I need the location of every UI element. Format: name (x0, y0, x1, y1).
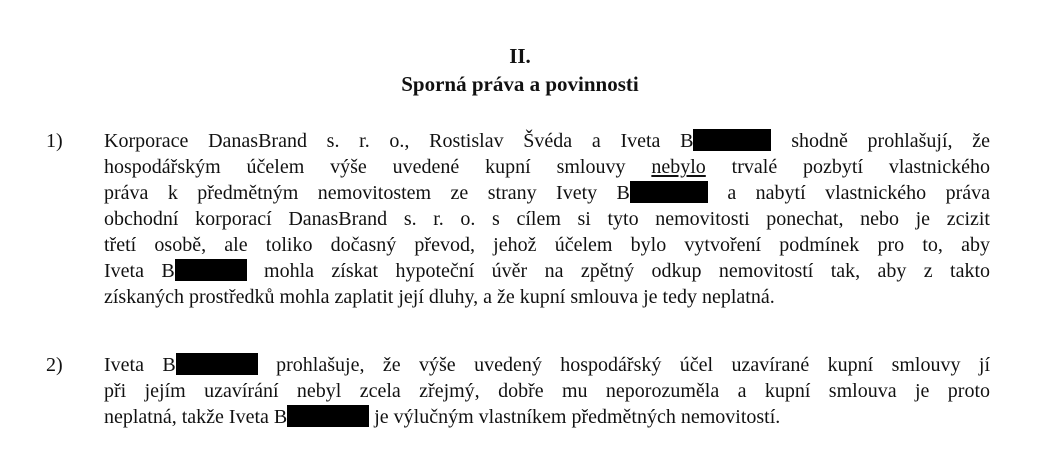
item-1-line-5: třetí osobě, ale toliko dočasný převod, jehož účelem bylo vytvoření podmínek pro to, aby (104, 234, 990, 256)
item-1-line-3 (104, 180, 990, 206)
item-2-line-3 (104, 404, 990, 430)
item-2-line-2: při jejím uzavírání nebyl zcela zřejmý, dobře mu neporozuměla a kupní smlouva je proto (104, 380, 990, 402)
redaction-block (693, 129, 771, 151)
item-1-line-6-text-a: Iveta B (104, 260, 175, 282)
item-1-line-3-text-b: a nabytí vlastnického práva (707, 182, 990, 204)
section-title: Sporná práva a povinnosti (401, 72, 639, 96)
item-1-line-2-text-a: hospodářským účelem výše uvedené kupní smlouvy (104, 156, 652, 178)
redaction-block (175, 259, 247, 281)
item-1-line-1-text-b: shodně prohlašují, že (771, 130, 991, 152)
item-2-line-1-text-b: prohlašuje, že výše uvedený hospodářský účel uzavírané kupní smlouvy jí (257, 354, 991, 376)
item-1-line-1-text-a: Korporace DanasBrand s. r. o., Rostislav Švéda a Iveta B (104, 130, 694, 152)
item-number-2: 2) (46, 354, 63, 376)
underlined-word: nebylo (651, 156, 706, 178)
item-number-1: 1) (46, 130, 63, 152)
item-body-1 (104, 128, 990, 310)
item-2-line-3-text-a: neplatná, takže Iveta B (104, 406, 288, 428)
item-2-line-1 (104, 352, 990, 378)
item-1-line-2-text-b: trvalé pozbytí vlastnického (705, 156, 990, 178)
redaction-block (176, 353, 258, 375)
item-2-line-1-text-a: Iveta B (104, 354, 176, 376)
item-body-2 (104, 352, 990, 430)
item-1-line-7: získaných prostředků mohla zaplatit její dluhy, a že kupní smlouva je tedy neplatná. (104, 286, 775, 308)
item-1-line-6-text-b: mohla získat hypoteční úvěr na zpětný odkup nemovitostí tak, aby z takto (246, 260, 990, 282)
item-2-line-3-text-b: je výlučným vlastníkem předmětných nemovitostí. (369, 406, 781, 428)
redaction-block (287, 405, 369, 427)
item-1-line-3-text-a: práva k předmětným nemovitostem ze strany Ivety B (104, 182, 630, 204)
section-numeral: II. (509, 44, 531, 68)
item-1-line-4: obchodní korporací DanasBrand s. r. o. s cílem si tyto nemovitosti ponechat, nebo je zcizit (104, 208, 990, 230)
item-1-line-6 (104, 258, 990, 284)
item-1-line-1 (104, 128, 990, 154)
item-1-line-2 (104, 154, 990, 180)
redaction-block (630, 181, 708, 203)
